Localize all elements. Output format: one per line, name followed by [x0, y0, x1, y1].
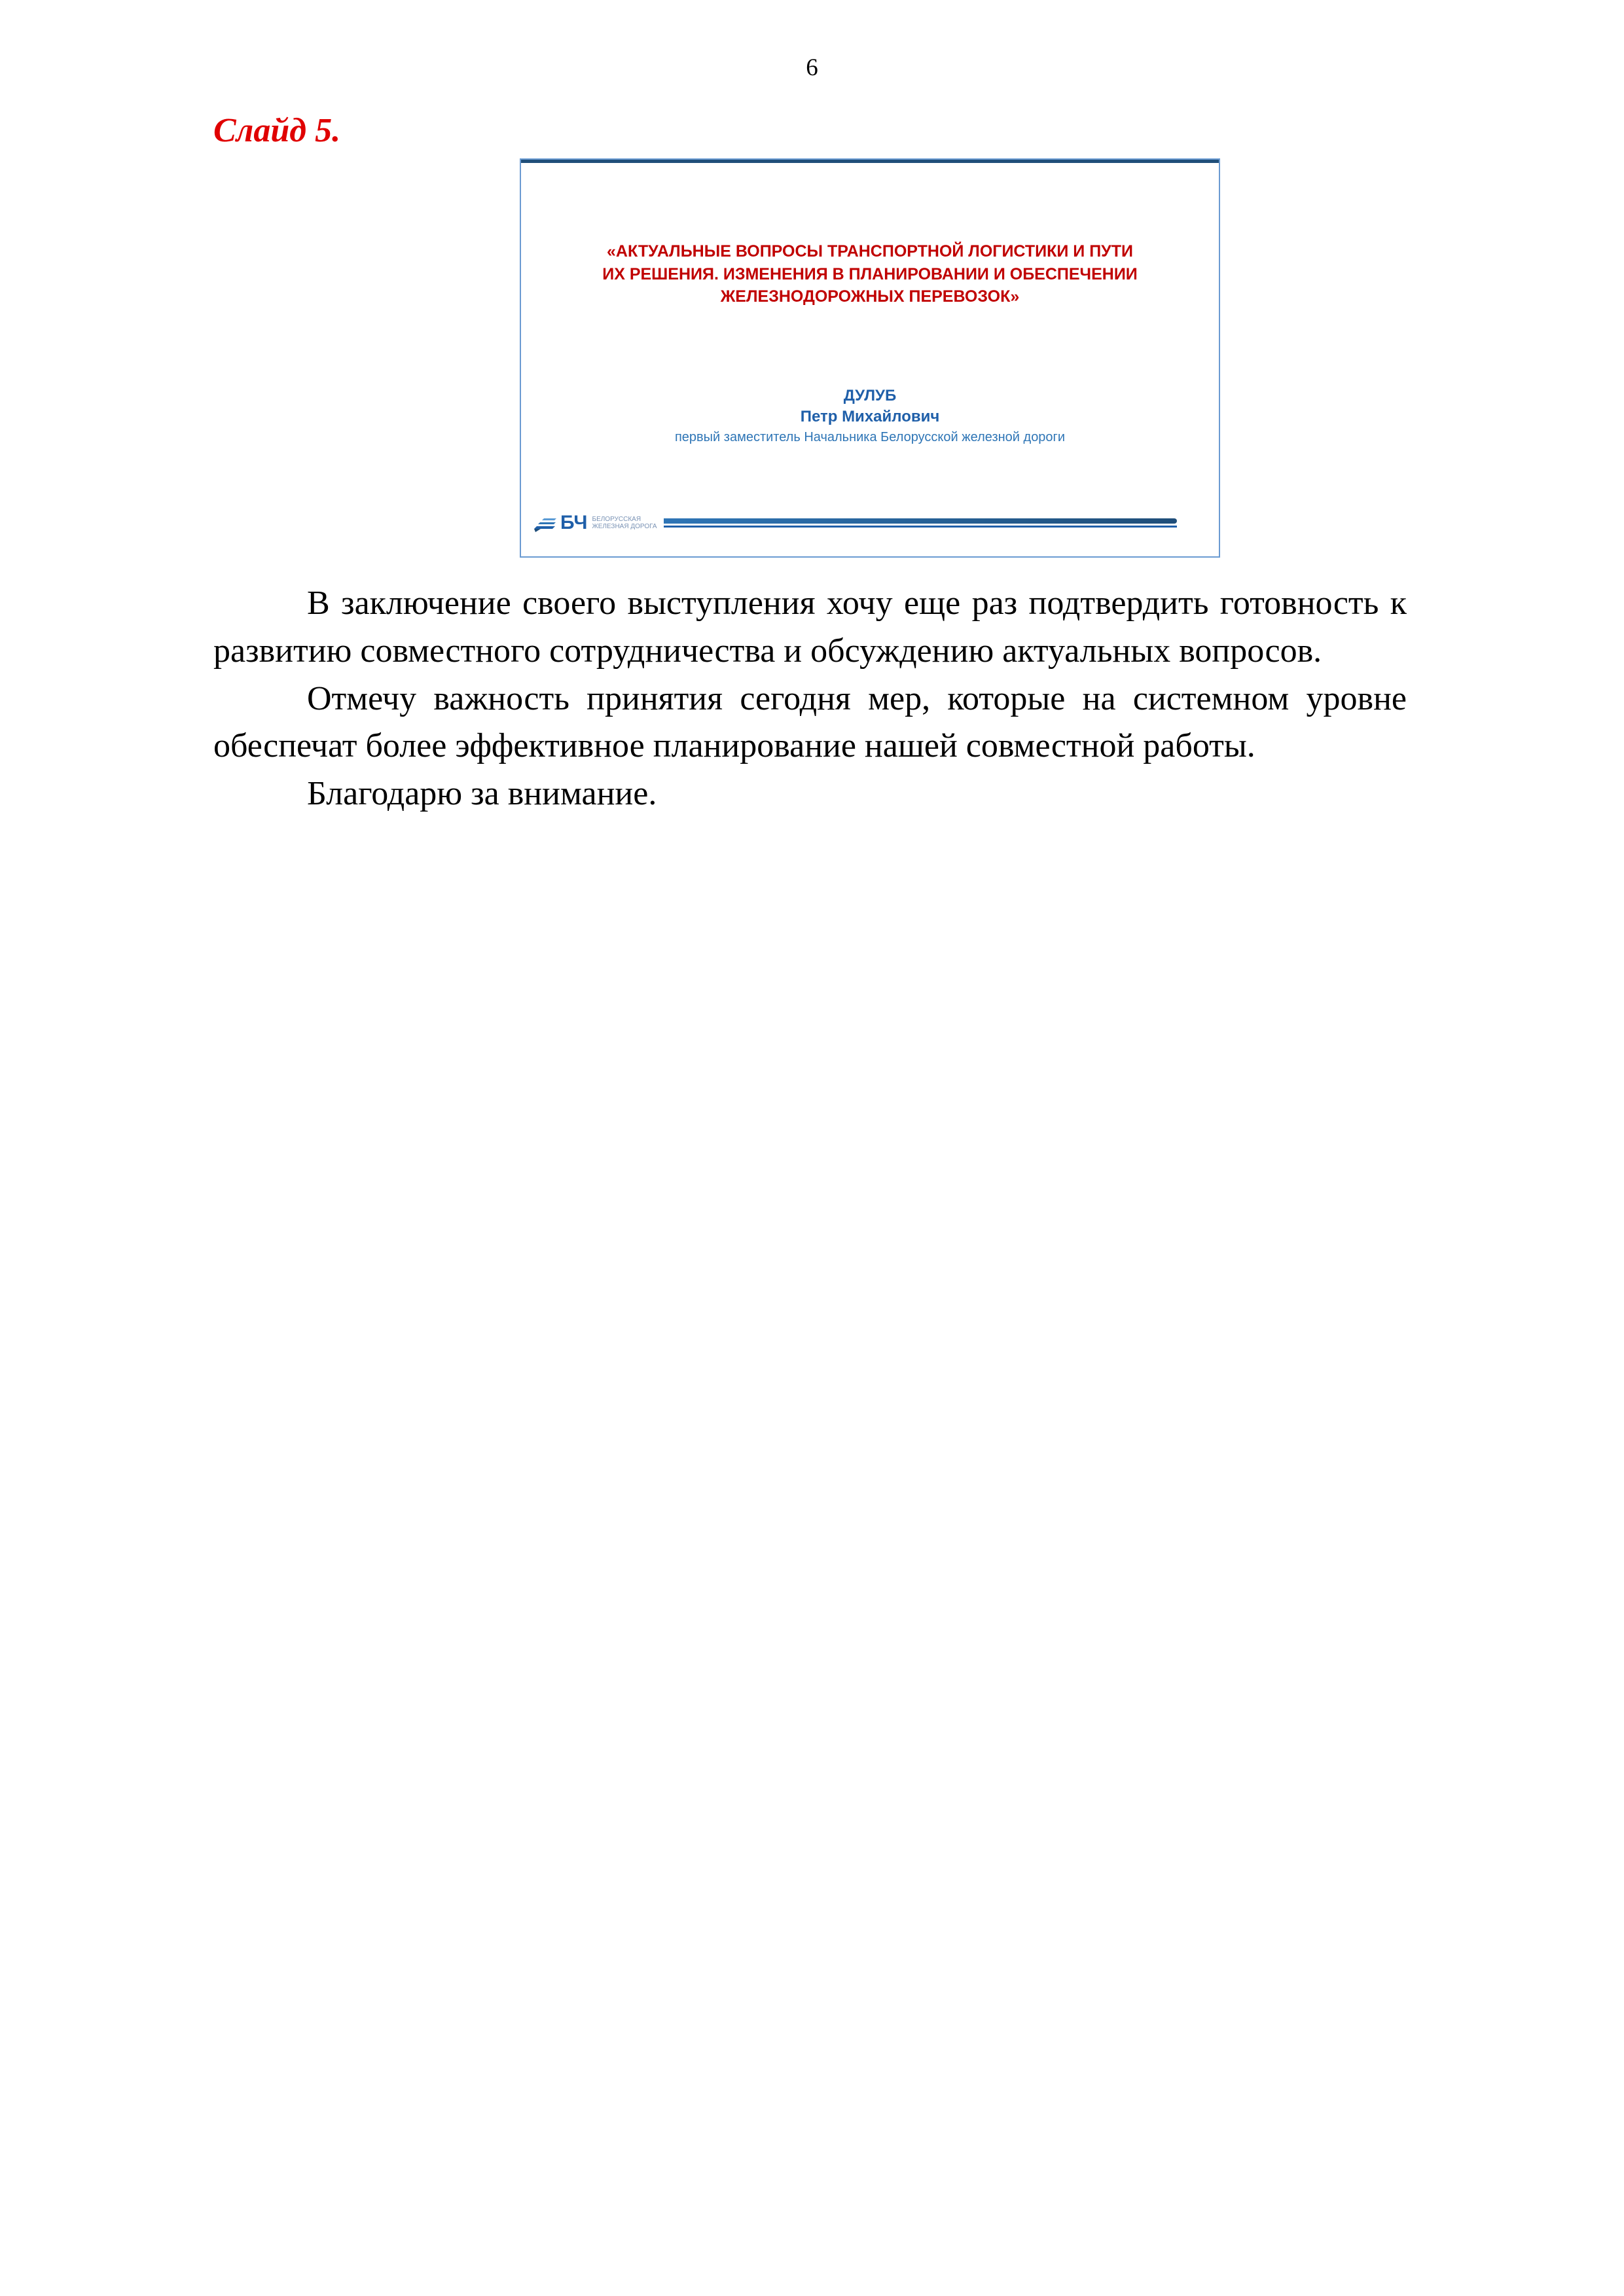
speaker-position: первый заместитель Начальника Белорусской железной дороги: [674, 430, 1066, 445]
page-content: [213, 114, 1407, 818]
page-number: 6: [806, 54, 818, 81]
bch-logo-caption-line-1: БЕЛОРУССКАЯ: [592, 515, 641, 523]
body-paragraph: В заключение своего выступления хочу еще раз подтвердить готовность к развитию совместного сотрудничества и обсуждению актуальных вопросов.: [213, 584, 1407, 670]
bch-logo-text: БЧ: [560, 512, 588, 533]
bch-logo-caption: [592, 516, 657, 531]
footer-rule-thin-line: [664, 526, 1177, 528]
body-text: [213, 580, 1407, 818]
slide-title: [549, 240, 1191, 308]
bch-logo-caption-line-2: ЖЕЛЕЗНАЯ ДОРОГА: [592, 523, 657, 530]
bch-logo: [533, 513, 664, 533]
bch-wing-icon: [533, 513, 558, 533]
body-paragraph: Благодарю за внимание.: [307, 775, 657, 813]
slide-title-line-2: ИХ РЕШЕНИЯ. ИЗМЕНЕНИЯ В ПЛАНИРОВАНИИ И ОБЕСПЕЧЕНИИ: [602, 264, 1138, 283]
body-paragraph: Отмечу важность принятия сегодня мер, которые на системном уровне обеспечат более эффективное планирование нашей совместной работы.: [213, 679, 1407, 765]
slide-footer-rule: [664, 518, 1177, 528]
slide-footer: [533, 513, 1177, 533]
speaker-name: Петр Михайлович: [800, 407, 940, 425]
footer-rule-thick-line: [664, 518, 1177, 524]
slide-title-line-3: ЖЕЛЕЗНОДОРОЖНЫХ ПЕРЕВОЗОК»: [720, 287, 1020, 306]
embedded-slide-figure: [520, 158, 1220, 558]
slide-speaker-block: [521, 386, 1219, 448]
slide-title-line-1: «АКТУАЛЬНЫЕ ВОПРОСЫ ТРАНСПОРТНОЙ ЛОГИСТИКИ И ПУТИ: [607, 242, 1133, 260]
slide-caption-label: Слайд 5.: [213, 112, 341, 149]
presentation-slide: [520, 158, 1220, 558]
speaker-surname: ДУЛУБ: [843, 386, 897, 404]
slide-top-rule: [521, 160, 1219, 163]
